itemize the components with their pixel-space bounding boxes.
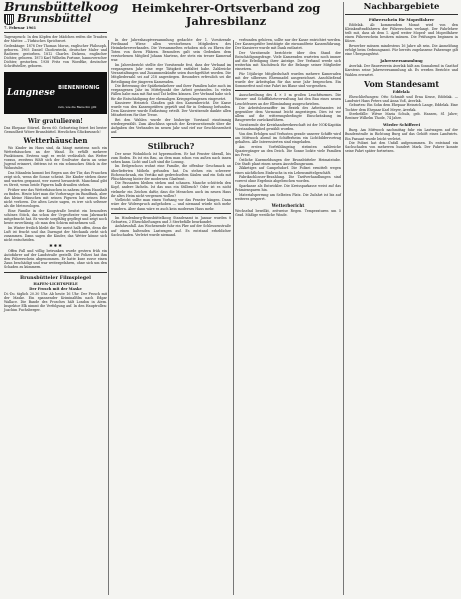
film-text: Di.-Do. täglich 20.30 Uhr. Ab heute 16 Uhr: Der Frosch mit der Maske. Ein spannender Kriminalfilm nach Edgar Wallace. Die Bande des Frosches hält London in Atem. Inspektor Elk nimmt die Verfolgung auf. In den Hauptrollen: Joachim Fuchsberger. <box>4 291 107 312</box>
masthead-brunsbuettel <box>4 13 107 25</box>
news-briefs <box>235 93 341 201</box>
paragraph: Eine Familie in der Koogstraße besitzt ein besonders schönes Stück, das schon der Urgroßvater vom Jahrmarkt mitgebracht hat. Es wurde sorgfältig gepflegt und zeigt noch heute zuverlässig, ob man den Schirm mitnehmen soll. <box>4 208 107 225</box>
divider <box>235 90 341 91</box>
separator-stars: ✱ ✱ ✱ <box>49 243 62 249</box>
paragraph: Burg. Am Mittwoch nachmittag fuhr ein Lastwagen auf der Bundesstraße in Richtung Burg auf das Gehöft eines Landwirts. Ein Passant wurde leicht verletzt. <box>345 128 458 141</box>
masthead-brunsbuettel-text: Brunsbüttel <box>17 12 92 25</box>
paragraph: Die Betreuung der Spätheimkehrer und ihrer Familien habe auch im vergangenen Jahr im Mittelpunkt der Arbeit gestanden. In vielen Fällen habe man mit Rat und Tat helfen können. Der Verband habe sich für die Entschädigung der ehemaligen Kriegsgefangenen eingesetzt. <box>111 84 231 101</box>
news-item: Die Arbeitslosenziffer im Bezirk des Arbeitsamtes ist gegenüber dem Vormonat leicht angestiegen. Dies ist vor allem auf die witterungsbedingte Einschränkung im Baugewerbe zurückzuführen. <box>235 106 341 123</box>
short-news <box>111 216 231 237</box>
heading-filmspiegel: Brunsbütteler Filmspiegel <box>20 274 91 281</box>
column-3 <box>235 38 341 218</box>
stilbruch-article <box>111 152 231 211</box>
news-item: Zikketiges auf Campelsdorf. Die Polizei ermittelt wegen eines nächtlichen Einbruchs in ein Lebensmittelgeschäft. <box>235 166 341 175</box>
divider <box>4 32 107 33</box>
paragraph: Der Vorsitzende berichtete über den Stand der Entschädigungsfrage. Viele Kameraden warteten noch immer auf die Erledigung ihrer Anträge. Der Verband werde sich weiterhin mit Nachdruck für die Belange seiner Mitglieder einsetzen. <box>235 50 341 72</box>
langnese-logo: Langnese <box>7 88 56 99</box>
schifferei-article <box>345 128 458 153</box>
paragraph: Für 10jährige Mitgliedschaft wurden mehrere Kameraden mit der silbernen Ehrennadel ausgezeichnet. Anschließend wurde der Arbeitsplan für das neue Jahr besprochen. Ein Sommerfest und eine Fahrt ins Blaue sind vorgesehen. <box>235 71 341 89</box>
masthead-brunsbuettelkoog: Brunsbüttelkoog <box>4 0 119 14</box>
news-item: Im Hindenburg-Brunsbüttelkoog Standesamt in Januar wurden 8 Geburten, 2 Eheschließungen und 3 Sterbefälle beurkundet. <box>111 215 231 224</box>
wetterbericht-text: Wechselnd bewölkt, zeitweise Regen. Temperaturen um 5 Grad. Mäßige westliche Winde. <box>235 209 341 218</box>
column-rule <box>108 40 109 595</box>
news-item: Östliche Kurzmeldungen der Brunsbütteler Heimatstube. Die Stadt plant einen neuen Ausstellungsraum. <box>235 157 341 166</box>
news-item: Sparkasse als Entwickler. Die Kreissparkasse weist auf das Prämiensparen hin. <box>235 184 341 193</box>
paragraph: Der neue Wohnblock ist hypermodern. Er hat Fenster überall, bis zum Boden. Es ist ein Bau, an dem man schon von außen nach innen sehen kann. Licht und Luft sind die Losung. <box>111 151 231 164</box>
paragraph: Früher war das Wetterhäuschen in nahezu jedem Haushalt zu finden. Heute hört man die Vorhersage im Rundfunk, aber das kleine Häuschen mit seinen Figuren hat seinen Reiz nicht verloren. Die alten Leute sagen, es irre sich seltener als die Meteorologen. <box>4 187 107 209</box>
wetterhaeuschen-article <box>4 146 107 243</box>
column-1 <box>4 0 119 313</box>
paragraph: Bewerber müssen mindestens 16 Jahre alt sein. Die Anmeldung erfolgt beim Ordnungsamt. Für bereits zugelassene Fahrzeuge gilt eine Übergangsfrist. <box>345 44 458 57</box>
column-2 <box>111 38 231 237</box>
paragraph: Geburten: Ein Sohn dem Ehepaar Heinrich Lange, Eddelak. Eine Tochter dem Ehepaar Karl Meyer, Averlak. <box>345 103 458 112</box>
news-item: Ausschreibung des 4 × 5 m großen Leuchtturmes. Die Wasser- und Schifffahrtsverwaltung hat den Bau eines neuen Leuchtfeuers an der Elbmündung ausgeschrieben. <box>235 93 341 106</box>
paragraph: In der Jahreshauptversammlung gedachte der 1. Vorsitzende Ferdinand Wiese allen verstorbenen Mitgliedern des Heimkehrerverbandes. Die Versammelten erhoben sich zu Ehren der Toten von ihren Plätzen. Besonders galt sein Gedenken dem verstorbenen Mitglied Johann Martens, der stets ein treuer Kamerad war. <box>111 38 231 63</box>
paragraph: Das Männlein kommt bei Regen aus der Tür, das Frauchen zeigt sich, wenn die Sonne scheint. Die Kinder stehen davor und warten gespannt, wer zuerst heraustritt. Manchmal gibt es Streit, wenn beide Figuren halb draußen stehen. <box>4 170 107 187</box>
heading-wetterbericht: Wetterbericht <box>271 203 305 208</box>
news-item: Vorsitzende der Kreishandwerkerschaft ist der NOK-Kapitän Vorstandsmitglied gewählt worden. <box>235 123 341 132</box>
paragraph: Vielleicht sollte man einen Vorhang vor das Fenster hängen. Dann wäre der Widerspruch aufgehoben — und niemand würde sich mehr wundern. Aber dann wäre es auch kein modernes Haus mehr. <box>111 198 231 211</box>
standesamt-place: Eddelak: <box>392 89 411 94</box>
paragraph: Im Erdgeschoss wohnt eine Familie, die offenbar Geschmack an überlieferten Möbeln gefunden hat. Da stehen ein schwerer Eichenschrank, ein Vertiko mit gedrechselten Säulen und ein Sofa mit Plüschbezug hinter der modernen Glasfront. <box>111 164 231 181</box>
jahres-text: Averlak. Der Bauerverein Averlak hält am Sonnabend in Gasthof Karstens seine Jahresversammlung ab. Es werden Berichte und Wahlen erwartet. <box>345 64 458 77</box>
gratulation-text: Das Ehepaar Stürzel. Ihren 60. Geburtstag feiert bei bester Gesundheit Witwe Brunsbüttel. Herzlichen Glückwunsch! <box>4 126 107 135</box>
heading-nachbargebiete: Nachbargebiete <box>363 2 440 12</box>
langnese-brand: BIENENHONIG <box>58 85 100 92</box>
news-item: Offen Fall und völlig betrunken wurde gestern früh ein Autofahrer auf der Landstraße gestellt. Die Polizei hat ihm den Führerschein abgenommen. Er hatte kurz zuvor einen Zaun beschädigt und war weitergefahren, ohne sich um den Schaden zu kümmern. <box>4 249 107 270</box>
divider <box>111 137 231 138</box>
heading-wir-gratulieren: Wir gratulieren! <box>28 118 83 126</box>
paragraph: Eddelak. Ab kommendem Monat wird von den Kleinkraftradfahrern der Führerschein verlangt. Der Fahrlehrer teilt mit, dass ab dem 1. April weiter Moped- und Mopedfahrer einen Führerschein besitzen müssen. Die Prüfungen beginnen in Kürze. <box>345 23 458 44</box>
paragraph: Im Jahresbericht stellte der Vorsitzende fest, dass der Verband im vergangenen Jahr eine rege Tätigkeit entfaltet habe. Zahlreiche Veranstaltungen und Zusammenkünfte seien durchgeführt worden. Die Mitgliederzahl sei auf 218 angestiegen. Besonders erfreulich sei die Beteiligung der jüngeren Kameraden. <box>111 63 231 84</box>
heading-wetterhaeuschen: Wetterhäuschen <box>23 135 88 145</box>
news-item: Fabrikschlosser-Bezahlung. Die Tarifverhandlungen sind vorerst ohne Ergebnis abgebrochen worden. <box>235 175 341 184</box>
news-item: Anfahrunfall. Am Wochenende fuhr ein Pkw auf der Schleusenstraße auf einen haltenden Lastwagen auf. Es entstand erheblicher Sachschaden. Verletzt wurde niemand. <box>111 224 231 237</box>
heading-jahresversammlung: Jahresversammlung <box>380 58 423 64</box>
paragraph: verbunden gehören, sollte nur der Kasse entrichtet werden. Der Kassenprüfer bestätigte die einwandfreie Kassenführung. Der Kassierer wurde mit Dank entlastet. <box>235 38 341 51</box>
daily-notes <box>4 35 107 68</box>
divider <box>4 272 107 273</box>
column-4 <box>345 0 458 154</box>
film-title: Der Frosch mit der Maske <box>29 286 82 291</box>
paragraph: Eheschließungen: Otto Schmidt und Erna Kruse, Eddelak. — Landwirt Hans Peters und Anna Voß, Averlak. <box>345 94 458 103</box>
fuehrerschein-article <box>345 23 458 56</box>
news-item: Am ersten Vorfrühlingstag strömten zahlreiche Spaziergänger an den Deich. Die Sonne lockte viele Familien ins Freie. <box>235 144 341 157</box>
column-rule <box>343 2 344 595</box>
main-headline: Heimkehrer-Ortsverband zog Jahresbilanz <box>131 1 321 28</box>
heading-fuehrerschein: Führerschein für Mopedfahrer <box>368 17 435 22</box>
standesamt-list <box>345 95 458 121</box>
cinema-name: HAFEN-LICHTSPIELE <box>33 281 78 286</box>
paragraph: Die Polizei hat den Unfall aufgenommen. Es entstand ein Sachschaden von mehreren hundert Mark. Der Fahrer konnte seine Fahrt später fortsetzen. <box>345 141 458 154</box>
paragraph: Kassierer Heinrich Claußen gab den Kassenbericht. Die Kasse wurde von den Kassenprüfern geprüft und für in Ordnung befunden. Dem Kassierer wurde Entlastung erteilt. Der Vorsitzende dankte allen Mitarbeitern für ihre Treue. <box>111 101 231 118</box>
tagesspruch: Tagesspruch: In den Köpfen der Mädchen reifen die Trauben der Mutter. —Türkisches Sprichwort. <box>4 35 107 44</box>
dateline: 7. Februar 1961 <box>4 26 37 30</box>
news-item: Materialsperrung am Selbsten Platz. Die Zufahrt ist bis auf weiteres gesperrt. <box>235 192 341 201</box>
paragraph: Sterbefälle: Witwe Maria Schulz, geb. Hansen, 81 Jahre; Rentner Wilhelm Thode, 74 Jahre. <box>345 112 458 121</box>
heading-standesamt: Vom Standesamt <box>363 78 440 89</box>
town-crest-icon <box>4 14 14 25</box>
gedenktage: Gedenktage: 1878 Der Thomas Morus, englischer Philosoph, geboren. 1905 Daniel Chodowiecki, deutscher Maler und Radierer, gestorben. 1812 Charles Dickens, englischer Dichter, geboren. 1873 Karl Wilhelm Fortune, hannoverscher Dichter, gestorben. 1938 Fritz von Woedtke, deutscher Schriftsteller, geboren. <box>4 43 107 69</box>
paragraph: Wo Kinder im Haus sind, da hängt meistens noch ein Wetterhäuschen an der Wand. Es erfüllt mehrere Funktionen. Erstens sagt es recht verlässlich das Wetter voraus, zweitens fühlt sich der Großvater darin an seine Jugend erinnert, drittens ist es ein schmuckes Stück in der Wohnstube. <box>4 145 107 170</box>
langnese-ad <box>4 72 107 114</box>
news-item: Von den Erfolgen und Verlusten gerade unserer Schiffe wird am Mittwoch abend im Schifferheim ein Lichtbildervortrag gehalten. Alle Interessierten sind eingeladen. <box>235 131 341 145</box>
column-rule <box>233 40 234 595</box>
heading-schifferei: Wieder Schifferei <box>382 122 421 128</box>
paragraph: Bei den Wahlen wurde der bisherige Vorstand einstimmig wiedergewählt. Zum Abschluss sprach der Kreisvorsitzende über die Aufgaben des Verbandes im neuen Jahr und rief zur Geschlossenheit auf. <box>111 118 231 135</box>
langnese-tagline: rein, wie die Biene ihn gibt <box>58 105 97 110</box>
divider <box>111 213 231 214</box>
heimkehrer-continued <box>235 38 341 88</box>
heading-stilbruch: Stilbruch? <box>147 140 195 151</box>
divider <box>345 14 458 15</box>
paragraph: Die Passanten bleiben stehen und schauen. Manche schütteln den Kopf, andere lächeln. Ist das nun ein Stilbruch? Oder ist es nicht vielmehr ein Zeichen dafür, dass die Menschen auch im neuen Haus ihr altes Heim nicht vergessen wollen? <box>111 181 231 198</box>
heimkehrer-article <box>111 38 231 135</box>
paragraph: Im Winter freilich bleibt die Tür meist halb offen, denn die Luft ist feucht und das Darmgut der Mechanik zieht sich zusammen. Dann sagen die Kinder, das Wetter könne sich nicht entscheiden. <box>4 225 107 242</box>
